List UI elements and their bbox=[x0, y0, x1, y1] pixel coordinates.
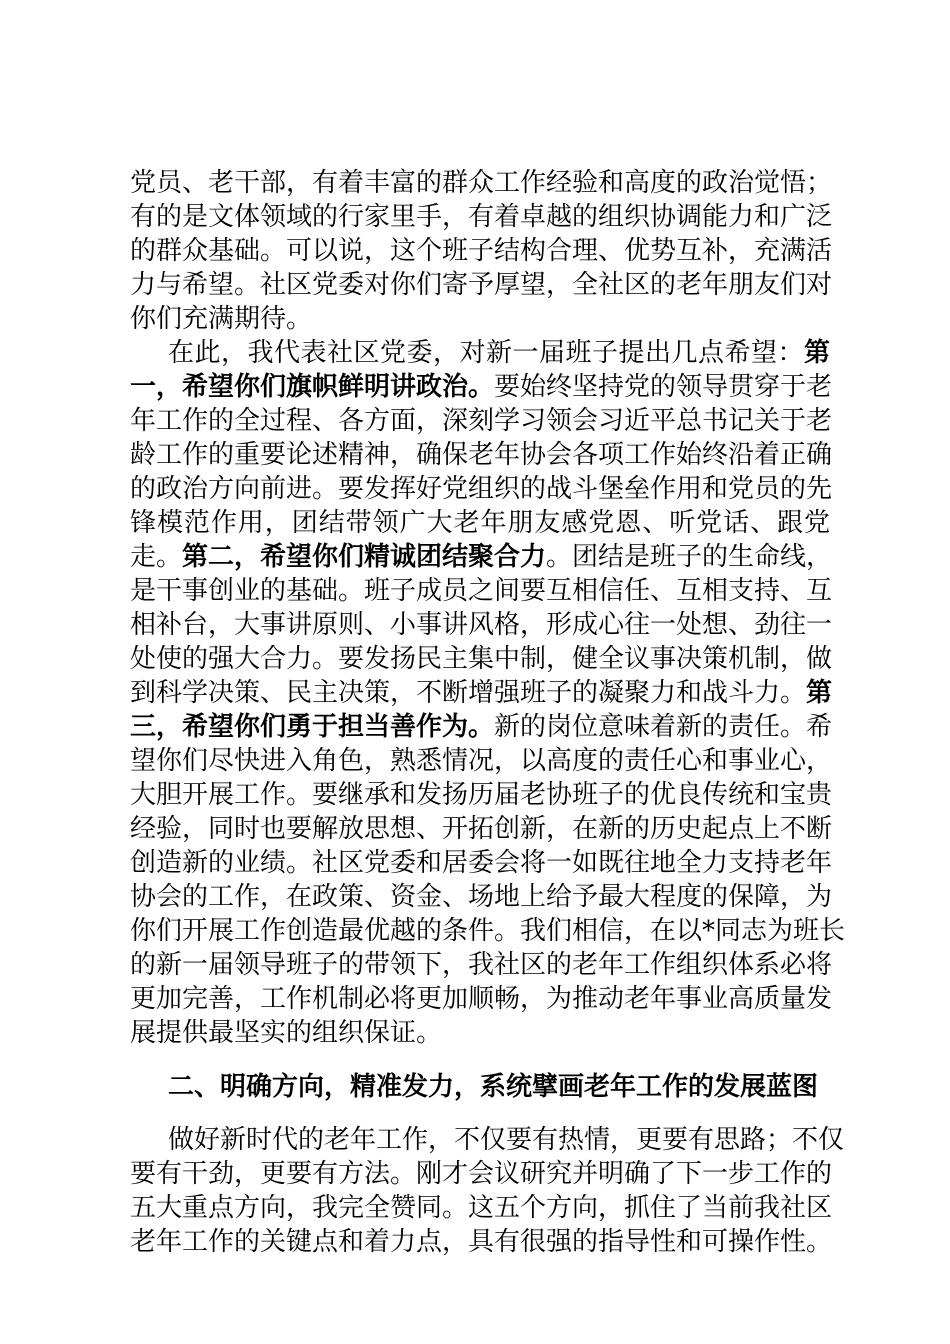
paragraph-2-text: 到科学决策、民主决策，不断增强班子的凝聚力和战斗力。 bbox=[130, 678, 807, 708]
paragraph-1-line-5: 你们充满期待。 bbox=[130, 304, 313, 334]
paragraph-2-line-12 bbox=[130, 710, 833, 744]
paragraph-2-line-9: 相补台，大事讲原则、小事讲风格，形成心往一处想、劲往一 bbox=[130, 610, 833, 640]
paragraph-2-line-1 bbox=[168, 336, 830, 370]
paragraph-2-line-8: 是干事创业的基础。班子成员之间要互相信任、互相支持、互 bbox=[130, 576, 833, 606]
paragraph-2-line-10: 处使的强大合力。要发扬民主集中制，健全议事决策机制，做 bbox=[130, 644, 833, 674]
paragraph-2-text: 走。 bbox=[130, 542, 183, 572]
paragraph-2-line-15: 经验，同时也要解放思想、开拓创新，在新的历史起点上不断 bbox=[130, 814, 833, 844]
paragraph-2-line-2 bbox=[130, 370, 833, 404]
paragraph-2-line-5: 的政治方向前进。要发挥好党组织的战斗堡垒作用和党员的先 bbox=[130, 474, 833, 504]
paragraph-2-line-20: 更加完善，工作机制必将更加顺畅，为推动老年事业高质量发 bbox=[130, 984, 833, 1014]
paragraph-2-line-4: 龄工作的重要论述精神，确保老年协会各项工作始终沿着正确 bbox=[130, 440, 833, 470]
paragraph-1-line-2: 有的是文体领域的行家里手，有着卓越的组织协调能力和广泛 bbox=[130, 202, 833, 232]
paragraph-2-bold-text: 第 bbox=[806, 678, 833, 708]
section-heading: 二、明确方向，精准发力，系统擘画老年工作的发展蓝图 bbox=[168, 1072, 819, 1102]
paragraph-1-line-1: 党员、老干部，有着丰富的群众工作经验和高度的政治觉悟； bbox=[130, 168, 833, 198]
paragraph-1-line-3: 的群众基础。可以说，这个班子结构合理、优势互补，充满活 bbox=[130, 236, 833, 266]
paragraph-2-line-19: 的新一届领导班子的带领下，我社区的老年工作组织体系必将 bbox=[130, 950, 833, 980]
paragraph-2-line-3: 年工作的全过程、各方面，深刻学习领会习近平总书记关于老 bbox=[130, 406, 833, 436]
paragraph-2-text: 要始终坚持党的领导贯穿于老 bbox=[494, 372, 833, 402]
paragraph-2-bold-text: 三，希望你们勇于担当善作为。 bbox=[130, 712, 495, 742]
paragraph-2-line-21: 展提供最坚实的组织保证。 bbox=[130, 1018, 443, 1048]
paragraph-2-line-13: 望你们尽快进入角色，熟悉情况，以高度的责任心和事业心， bbox=[130, 746, 833, 776]
paragraph-2-bold-text: 第二，希望你们精诚团结聚合力 bbox=[182, 542, 547, 572]
paragraph-2-line-17: 协会的工作，在政策、资金、场地上给予最大程度的保障，为 bbox=[130, 882, 833, 912]
paragraph-3-line-3: 五大重点方向，我完全赞同。这五个方向，抓住了当前我社区 bbox=[130, 1193, 833, 1223]
paragraph-2-text: 新的岗位意味着新的责任。希 bbox=[494, 712, 833, 742]
paragraph-2-line-14: 大胆开展工作。要继承和发扬历届老协班子的优良传统和宝贵 bbox=[130, 780, 833, 810]
paragraph-3-line-2: 要有干劲，更要有方法。刚才会议研究并明确了下一步工作的 bbox=[130, 1159, 833, 1189]
paragraph-1-line-4: 力与希望。社区党委对你们寄予厚望，全社区的老年朋友们对 bbox=[130, 270, 833, 300]
paragraph-2-line-16: 创造新的业绩。社区党委和居委会将一如既往地全力支持老年 bbox=[130, 848, 833, 878]
paragraph-3-line-4: 老年工作的关键点和着力点，具有很强的指导性和可操作性。 bbox=[130, 1227, 833, 1257]
paragraph-2-line-7 bbox=[130, 540, 833, 574]
paragraph-2-text: 在此，我代表社区党委，对新一届班子提出几点希望： bbox=[168, 338, 804, 368]
paragraph-2-text: 。团结是班子的生命线， bbox=[546, 542, 833, 572]
paragraph-2-line-11 bbox=[130, 676, 833, 710]
paragraph-2-bold-text: 一，希望你们旗帜鲜明讲政治。 bbox=[130, 372, 495, 402]
paragraph-2-bold-text: 第 bbox=[803, 338, 830, 368]
paragraph-3-line-1: 做好新时代的老年工作，不仅要有热情，更要有思路；不仅 bbox=[168, 1125, 845, 1155]
paragraph-2-line-6: 锋模范作用，团结带领广大老年朋友感党恩、听党话、跟党 bbox=[130, 508, 830, 538]
paragraph-2-line-18: 你们开展工作创造最优越的条件。我们相信，在以*同志为班长 bbox=[130, 916, 846, 946]
